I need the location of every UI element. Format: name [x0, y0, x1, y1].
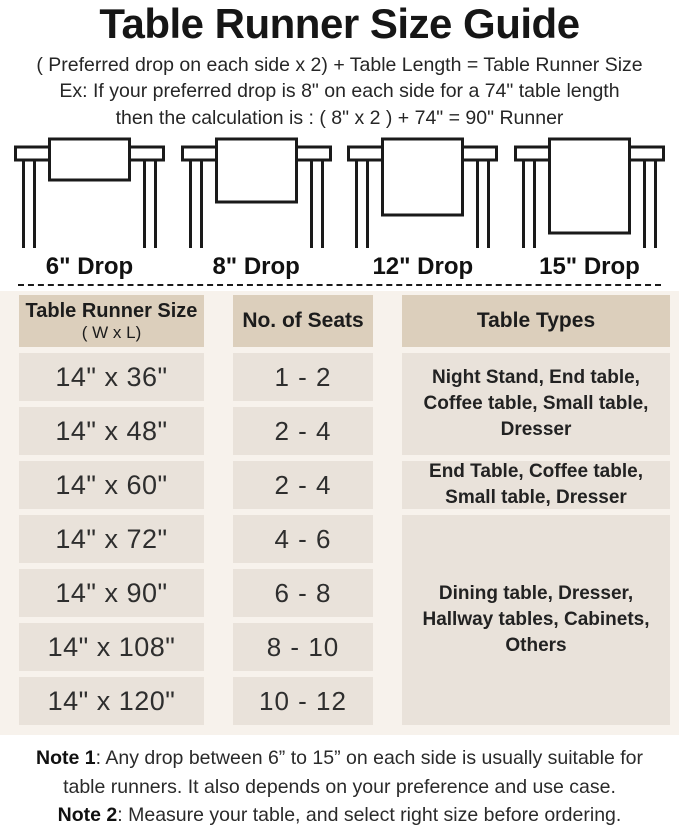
size-table-section [0, 291, 679, 735]
seats-cell: 2 - 4 [233, 407, 373, 455]
table-runner-6in-illustration-icon [7, 137, 172, 249]
seats-cell: 1 - 2 [233, 353, 373, 401]
note-line: Note 1: Any drop between 6” to 15” on each side is usually suitable for [35, 747, 644, 769]
header-runner-size-line2: ( W x L) [81, 323, 142, 342]
table-runner-8in-illustration-icon [174, 137, 339, 249]
size-cell: 14" x 90" [19, 569, 204, 617]
size-cell: 14" x 36" [19, 353, 204, 401]
size-cell: 14" x 120" [19, 677, 204, 725]
header-runner-size [19, 295, 204, 347]
seats-cell: 2 - 4 [233, 461, 373, 509]
drop-label-12in: 12" Drop [372, 253, 474, 280]
seats-cell: 10 - 12 [233, 677, 373, 725]
size-cell: 14" x 72" [19, 515, 204, 563]
size-table [19, 295, 670, 725]
note-line: table runners. It also depends on your preference and use case. [63, 775, 616, 798]
figure-8in-drop [174, 137, 339, 281]
page-title: Table Runner Size Guide [99, 0, 580, 47]
note-line: Note 2: Measure your table, and select right size before ordering. [57, 804, 622, 826]
figure-6in-drop [7, 137, 172, 281]
types-cell: End Table, Coffee table, Small table, Dresser [402, 461, 670, 509]
seats-cell: 8 - 10 [233, 623, 373, 671]
notes-block [0, 735, 679, 830]
example-text-line2: then the calculation is : ( 8" x 2 ) + 74" = 90" Runner [115, 107, 564, 129]
table-runner-12in-illustration-icon [340, 137, 505, 249]
types-cell: Night Stand, End table, Coffee table, Small table, Dresser [402, 353, 670, 455]
header-table-types: Table Types [402, 295, 670, 347]
figure-12in-drop [340, 137, 505, 281]
size-cell: 14" x 108" [19, 623, 204, 671]
drop-label-8in: 8" Drop [212, 253, 300, 280]
drop-label-15in: 15" Drop [539, 253, 640, 280]
example-text-line1: Ex: If your preferred drop is 8" on each side for a 74" table length [59, 80, 620, 102]
types-cell: Dining table, Dresser, Hallway tables, Cabinets, Others [402, 515, 670, 725]
drop-label-6in: 6" Drop [45, 253, 134, 280]
header-runner-size-line1: Table Runner Size [25, 300, 198, 322]
figure-15in-drop [507, 137, 672, 281]
seats-cell: 6 - 8 [233, 569, 373, 617]
dashed-divider [18, 284, 661, 286]
header-seats: No. of Seats [233, 295, 373, 347]
formula-text: ( Preferred drop on each side x 2) + Table Length = Table Runner Size [36, 54, 643, 76]
size-cell: 14" x 48" [19, 407, 204, 455]
drop-illustrations-row [0, 137, 679, 281]
size-cell: 14" x 60" [19, 461, 204, 509]
seats-cell: 4 - 6 [233, 515, 373, 563]
table-runner-15in-illustration-icon [507, 137, 672, 249]
